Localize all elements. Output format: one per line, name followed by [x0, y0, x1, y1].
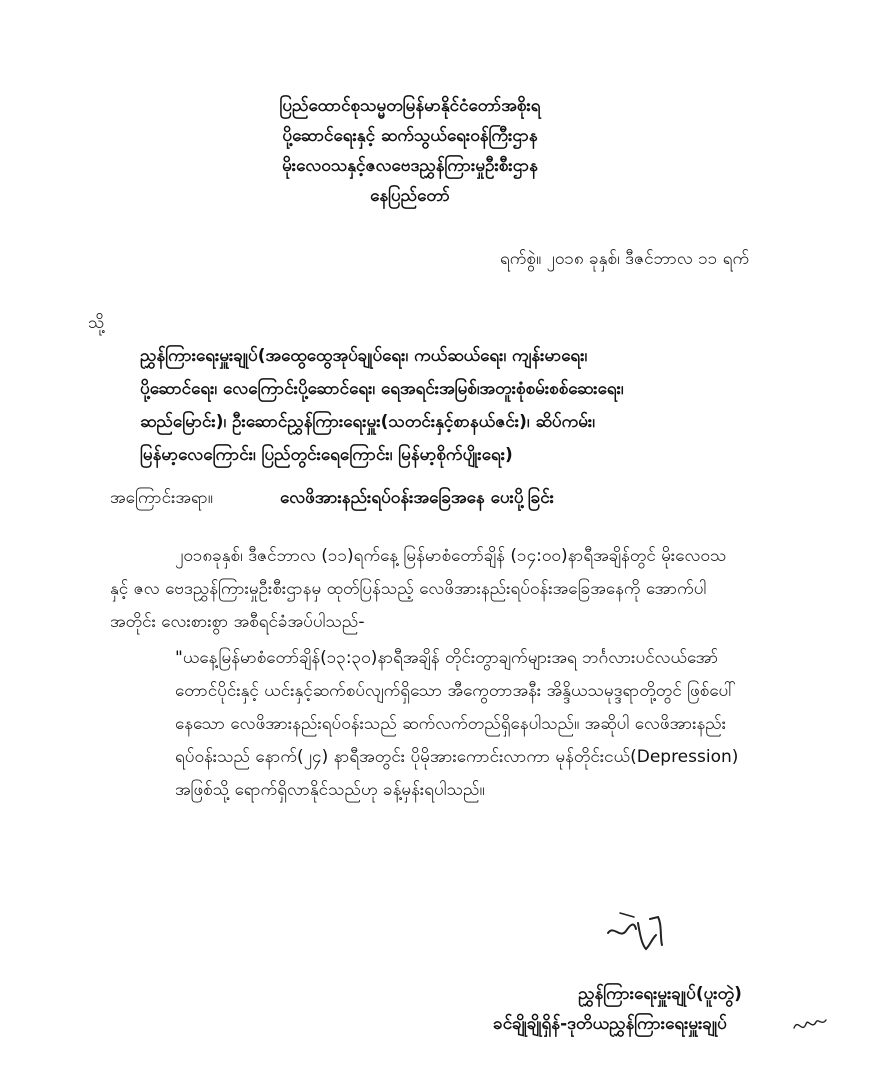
- body-line: နှင့် ဇလ ဗေဒညွှန်ကြားမှုဦးစီးဌာနမှ ထုတ်ပြန်သည့် လေဖိအားနည်းရပ်ဝန်းအခြေအနေကို အောက်ပါ: [110, 579, 707, 599]
- body-line: ၂၀၁၈ခုနှစ်၊ ဒီဇင်ဘာလ (၁၁)ရက်နေ့ မြန်မာစံတော်ချိန် (၁၄:၀၀)နာရီအချိန်တွင် မိုးလေဝသ: [175, 546, 727, 566]
- header-government: ပြည်ထောင်စုသမ္မတမြန်မာနိုင်ငံတော်အစိုးရ: [279, 96, 541, 116]
- quote-line: တောင်ပိုင်းနှင့် ယင်းနှင့်ဆက်စပ်လျက်ရှိသော အီကွေတာအနီး အိန္ဒိယသမုဒ္ဒရာတို့တွင် ဖြစ်ပေါ်: [175, 681, 736, 701]
- letter-date: ရက်စွဲ။ ၂၀၁၈ ခုနှစ်၊ ဒီဇင်ဘာလ ၁၁ ရက်: [500, 249, 750, 269]
- subject-text: လေဖိအားနည်းရပ်ဝန်းအခြေအနေ ပေးပို့ခြင်း: [280, 488, 555, 508]
- header-city: နေပြည်တော်: [370, 186, 450, 206]
- subject-label: အကြောင်းအရာ။: [110, 488, 213, 508]
- recipient-line: ဆည်မြောင်း)၊ ဦးဆောင်ညွှန်ကြားရေးမှူး(သတင်းနှင့်စာနယ်ဇင်း)၊ ဆိပ်ကမ်း၊: [140, 412, 595, 432]
- signature-mark: [600, 905, 680, 965]
- recipient-line: ပို့ဆောင်ရေး၊ လေကြောင်းပို့ဆောင်ရေး၊ ရေအရင်းအမြစ်၊အတူးစုံစမ်းစစ်ဆေးရေး၊: [140, 379, 624, 399]
- signatory-name: ခင်ချိုချိုရှိန်-ဒုတိယညွှန်ကြားရေးမှူးချုပ်: [493, 1014, 727, 1034]
- quote-line: အဖြစ်သို့ ရောက်ရှိလာနိုင်သည်ဟု ခန့်မှန်းရပါသည်။: [175, 780, 485, 800]
- signatory-title: ညွှန်ကြားရေးမှူးချုပ်(ပူးတွဲ): [578, 984, 742, 1004]
- header-ministry: ပို့ဆောင်ရေးနှင့် ဆက်သွယ်ရေးဝန်ကြီးဌာန: [282, 126, 538, 146]
- header-department: မိုးလေဝသနှင့်ဇလဗေဒညွှန်ကြားမှုဦးစီးဌာန: [282, 156, 538, 176]
- recipient-line: ညွှန်ကြားရေးမှူးချုပ်(အထွေထွေအုပ်ချုပ်ရေး၊ ကယ်ဆယ်ရေး၊ ကျန်းမာရေး၊: [140, 346, 588, 366]
- quote-line: "ယနေ့မြန်မာစံတော်ချိန်(၁၃:၃၀)နာရီအချိန် တိုင်းတွာချက်များအရ ဘင်္ဂလားပင်လယ်အော်: [175, 648, 719, 668]
- quote-line: နေသော လေဖိအားနည်းရပ်ဝန်းသည် ဆက်လက်တည်ရှိနေပါသည်။ အဆိုပါ လေဖိအားနည်း: [175, 714, 727, 734]
- initials-mark: [790, 1008, 830, 1038]
- recipient-line: မြန်မာ့လေကြောင်း၊ ပြည်တွင်းရေကြောင်း၊ မြန်မာ့စိုက်ပျိုးရေး): [140, 445, 513, 465]
- to-label: သို့: [88, 313, 105, 333]
- body-line: အတိုင်း လေးစားစွာ အစီရင်ခံအပ်ပါသည်-: [110, 612, 365, 632]
- quote-line: ရပ်ဝန်းသည် နောက်(၂၄) နာရီအတွင်း ပိုမိုအားကောင်းလာကာ မုန်တိုင်းငယ်(Depression): [175, 747, 739, 767]
